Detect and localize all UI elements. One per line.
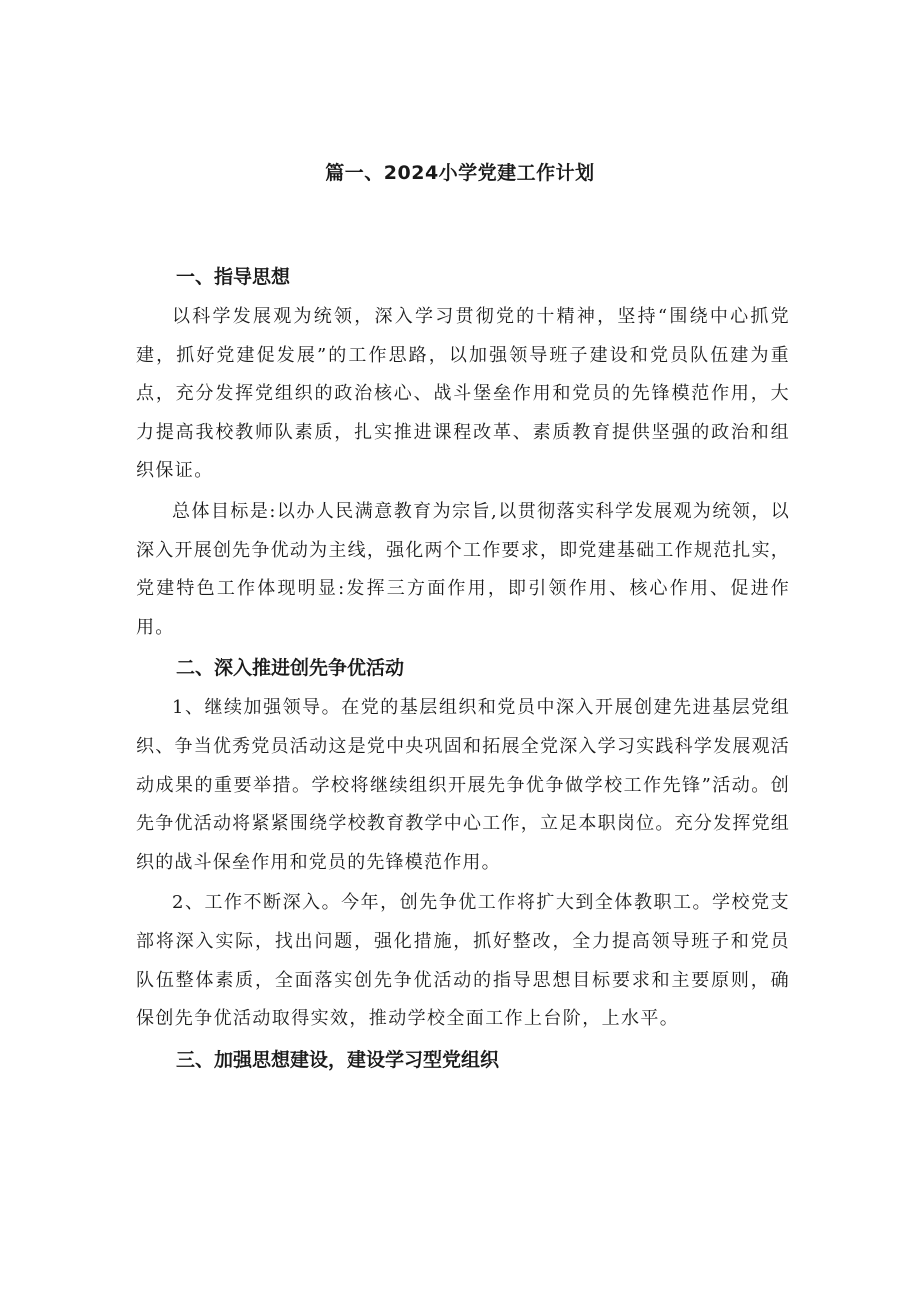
paragraph-strengthen-leadership: 1、继续加强领导。在党的基层组织和党员中深入开展创建先进基层党组织、争当优秀党员活动这是党中央巩固和拓展全党深入学习实践科学发展观活动成果的重要举措。学校将继续组织开展先争优争做学校工作先锋”活动。创先争优活动将紧紧围绕学校教育教学中心工作，立足本职岗位。充分发挥党组织的战斗保垒作用和党员的先锋模范作用。 [136,697,790,873]
document-body [136,258,790,1081]
document-title: 篇一、2024小学党建工作计划 [325,162,595,184]
paragraph-guiding-ideology: 以科学发展观为统领，深入学习贯彻党的十精神，坚持“围绕中心抓党建，抓好党建促发展”的工作思路，以加强领导班子建设和党员队伍建为重点，充分发挥党组织的政治核心、战斗堡垒作用和党员的先锋模范作用，大力提高我校教师队素质，扎实推进课程改革、素质教育提供坚强的政治和组织保证。 [136,306,790,482]
section-heading-ideological-building: 三、加强思想建设，建设学习型党组织 [176,1048,500,1071]
section-heading-excellence-activity: 二、深入推进创先争优活动 [176,657,405,680]
paragraph-overall-goal: 总体目标是:以办人民满意教育为宗旨,以贯彻落实科学发展观为统领，以深入开展创先争优动为主线，强化两个工作要求，即党建基础工作规范扎实，党建特色工作体现明显:发挥三方面作用，即引领作用、核心作用、促进作用。 [136,500,790,638]
paragraph-work-deepening: 2、工作不断深入。今年，创先争优工作将扩大到全体教职工。学校党支部将深入实际，找出问题，强化措施，抓好整改，全力提高领导班子和党员队伍整体素质，全面落实创先争优活动的指导思想目标要求和主要原则，确保创先争优活动取得实效，推动学校全面工作上台阶，上水平。 [136,892,790,1030]
section-heading-guiding-ideology: 一、指导思想 [176,266,291,288]
